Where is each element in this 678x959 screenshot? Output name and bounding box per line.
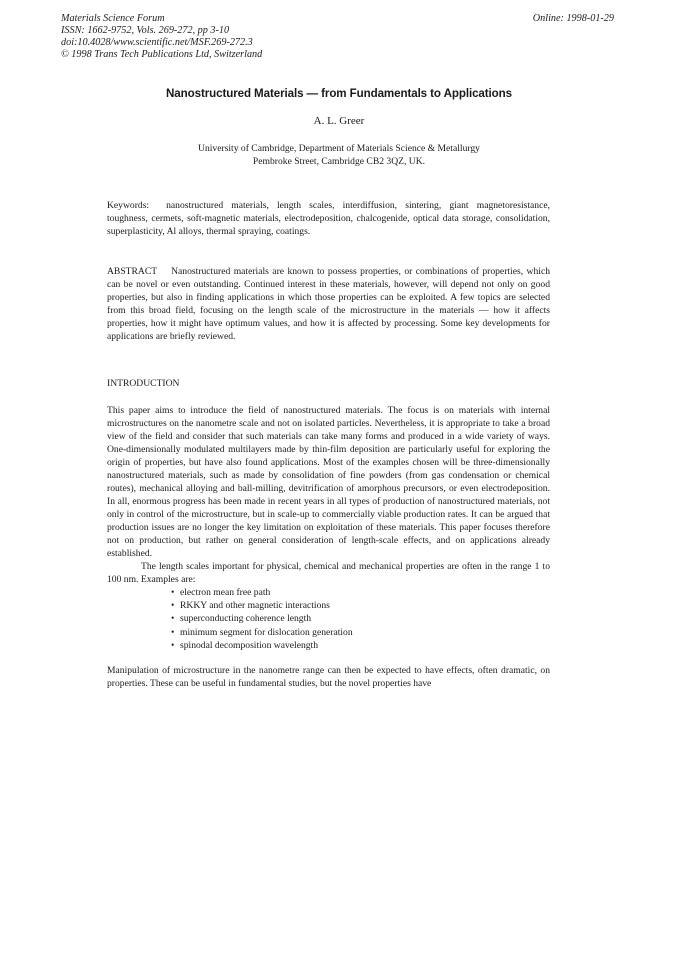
affiliation-line-2: Pembroke Street, Cambridge CB2 3QZ, UK.	[252, 156, 426, 167]
affiliation-line-1: University of Cambridge, Department of Materials Science & Metallurgy	[198, 143, 480, 154]
doi-line: doi:10.4028/www.scientific.net/MSF.269-272.3	[61, 37, 253, 48]
keywords-text: nanostructured materials, length scales, interdiffusion, sintering, giant magnetoresistance, toughness, cermets, soft-magnetic materials, electrodeposition, chalcogenide, optical data storage, consolidation, superplasticity, Al alloys, thermal spraying, coatings.	[107, 200, 550, 237]
author-name: A. L. Greer	[313, 115, 365, 127]
copyright-line: © 1998 Trans Tech Publications Ltd, Switzerland	[61, 49, 263, 60]
list-item: • RKKY and other magnetic interactions	[171, 599, 550, 612]
list-item: • superconducting coherence length	[171, 612, 550, 625]
issn-line: ISSN: 1662-9752, Vols. 269-272, pp 3-10	[61, 25, 230, 36]
list-item: • minimum segment for dislocation generation	[171, 626, 550, 639]
abstract-block	[107, 265, 550, 343]
list-item: • spinodal decomposition wavelength	[171, 639, 550, 652]
intro-paragraph-1: This paper aims to introduce the field of nanostructured materials. The focus is on materials with internal microstructures on the nanometre scale and not on isolated particles. Nevertheless, it is appropriate to take a broad view of the field and consider that such materials can take many forms and produced in a wide variety of ways. One-dimensionally modulated multilayers made by thin-film deposition are particularly useful for exploring the origin of properties, but have also found applications. Most of the examples chosen will be three-dimensionally nanostructured materials, such as made by consolidation of fine powders (from gas condensation or chemical routes), mechanical alloying and ball-milling, devitrification of amorphous precursors, or even electrodeposition. In all, enormous progress has been made in recent years in all types of production of nanostructured materials, not only in control of the microstructure, but in scale-up to commercially viable production rates. It can be argued that production issues are no longer the key limitation on exploitation of these materials. This paper focuses therefore not on production, but rather on general consideration of length-scale effects, and on applications already established.	[107, 405, 550, 559]
introduction-body	[107, 404, 550, 690]
abstract-label: ABSTRACT	[107, 266, 158, 277]
keywords-label: Keywords:	[107, 200, 150, 211]
paper-title: Nanostructured Materials — from Fundamentals to Applications	[166, 87, 512, 100]
section-heading-introduction: INTRODUCTION	[107, 378, 180, 389]
length-scale-list	[107, 586, 550, 652]
intro-paragraph-3: Manipulation of microstructure in the nanometre range can then be expected to have effects, often dramatic, on properties. These can be useful in fundamental studies, but the novel properties have	[107, 665, 550, 690]
online-date: Online: 1998-01-29	[532, 13, 614, 24]
spacer	[107, 652, 550, 664]
list-item: • electron mean free path	[171, 586, 550, 599]
intro-paragraph-2: The length scales important for physical, chemical and mechanical properties are often in the range 1 to 100 nm. Examples are:	[107, 561, 550, 585]
abstract-text: Nanostructured materials are known to possess properties, or combinations of properties, which can be novel or even outstanding. Continued interest in these materials, however, will depend not only on good properties, but also in finding applications in which those properties can be exploited. A few topics are selected from this broad field, focusing on the length scale of the microstructure in the materials — how it affects properties, how it might have optimum values, and how it is affected by processing. Some key developments for applications are briefly reviewed.	[107, 266, 550, 342]
keywords-block	[107, 199, 550, 238]
affiliation	[0, 142, 678, 168]
journal-name: Materials Science Forum	[61, 13, 165, 24]
journal-header	[61, 13, 262, 61]
